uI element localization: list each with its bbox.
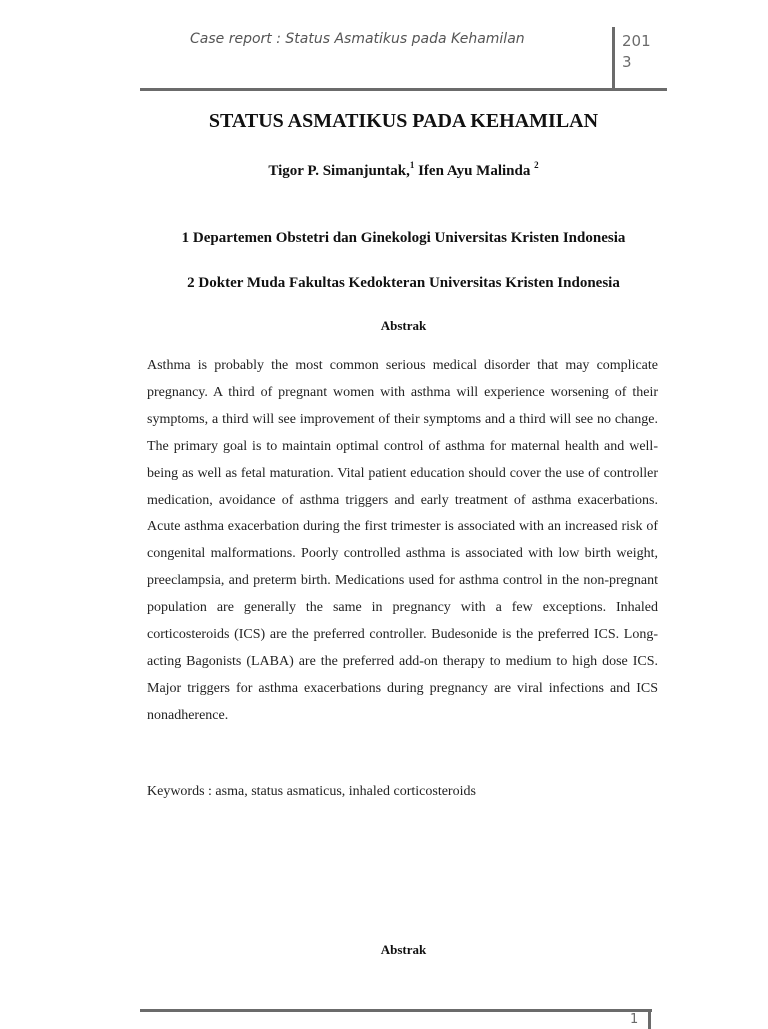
affiliation-2: 2 Dokter Muda Fakultas Kedokteran Universitas Kristen Indonesia <box>187 275 620 291</box>
abstract-body: Asthma is probably the most common serious medical disorder that may complicate pregnancy. A third of pregnant women with asthma will experience worsening of their symptoms, a third will see improvement of their symptoms and a third will see no change. The primary goal is to maintain optimal control of asthma for maternal health and well-being as well as fetal maturation. Vital patient education should cover the use of controller medication, avoidance of asthma triggers and early treatment of asthma exacerbations. Acute asthma exacerbation during the first trimester is associated with an increased risk of congenital malformations. Poorly controlled asthma is associated with low birth weight, preeclampsia, and preterm birth. Medications used for asthma control in the non-pregnant population are generally the same in pregnancy with a few exceptions. Inhaled corticosteroids (ICS) are the preferred controller. Budesonide is the preferred ICS. Long-acting Bagonists (LABA) are the preferred add-on therapy to medium to high dose ICS. Major triggers for asthma exacerbations during pregnancy are viral infections and ICS nonadherence. <box>147 358 658 723</box>
author-affiliation-mark: 1 <box>409 160 415 170</box>
keywords-line: Keywords : asma, status asmaticus, inhaled corticosteroids <box>147 784 476 799</box>
author-name: Tigor P. Simanjuntak, <box>268 163 410 179</box>
abstract-heading: Abstrak <box>380 318 427 333</box>
author-name: Ifen Ayu Malinda <box>414 163 535 179</box>
document-title: STATUS ASMATIKUS PADA KEHAMILAN <box>208 110 599 132</box>
header-divider-horizontal <box>140 88 667 91</box>
affiliation-1: 1 Departemen Obstetri dan Ginekologi Universitas Kristen Indonesia <box>181 230 626 246</box>
footer-divider-horizontal <box>140 1009 652 1012</box>
header-divider-vertical <box>612 27 615 89</box>
header-year: 2013 <box>622 32 651 71</box>
running-header-title: Case report : Status Asmatikus pada Kehamilan <box>190 31 525 47</box>
page-number: 1 <box>630 1012 639 1027</box>
footer-divider-vertical <box>648 1009 651 1029</box>
author-line <box>140 161 667 180</box>
author-affiliation-mark: 2 <box>534 160 539 170</box>
second-abstract-heading: Abstrak <box>380 942 427 957</box>
